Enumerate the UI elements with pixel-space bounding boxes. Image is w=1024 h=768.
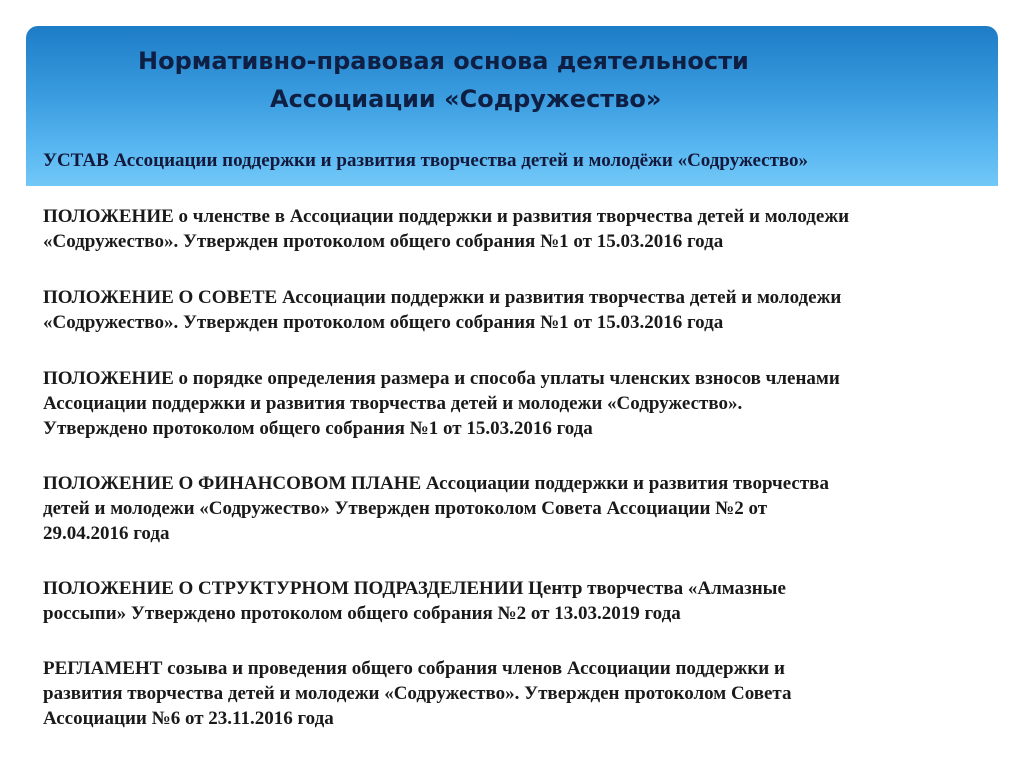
document-line: РЕГЛАМЕНТ созыва и проведения общего собрания членов Ассоциации поддержки и	[43, 658, 785, 679]
title-line-2: Ассоциации «Содружество»	[270, 85, 662, 113]
document-line: россыпи» Утверждено протоколом общего собрания №2 от 13.03.2019 года	[43, 603, 681, 624]
document-ustav	[43, 148, 1003, 173]
title-line-1: Нормативно-правовая основа деятельности	[138, 47, 749, 75]
document-line: ПОЛОЖЕНИЕ О СТРУКТУРНОМ ПОДРАЗДЕЛЕНИИ Центр творчества «Алмазные	[43, 578, 786, 599]
document-line: УСТАВ Ассоциации поддержки и развития творчества детей и молодёжи «Содружество»	[43, 150, 809, 171]
document-structural-unit	[43, 576, 1003, 626]
document-financial-plan	[43, 471, 1003, 546]
document-council	[43, 285, 1003, 335]
document-reglament	[43, 656, 1003, 731]
document-line: Утверждено протоколом общего собрания №1 от 15.03.2016 года	[43, 418, 593, 439]
document-line: ПОЛОЖЕНИЕ О СОВЕТЕ Ассоциации поддержки и развития творчества детей и молодежи	[43, 287, 842, 308]
document-line: детей и молодежи «Содружество» Утвержден протоколом Совета Ассоциации №2 от	[43, 498, 768, 519]
document-line: развития творчества детей и молодежи «Содружество». Утвержден протоколом Совета	[43, 683, 792, 704]
document-line: Ассоциации №6 от 23.11.2016 года	[43, 708, 334, 729]
slide-title	[26, 42, 986, 118]
document-line: «Содружество». Утвержден протоколом общего собрания №1 от 15.03.2016 года	[43, 231, 724, 252]
document-line: ПОЛОЖЕНИЕ о членстве в Ассоциации поддержки и развития творчества детей и молодежи	[43, 206, 850, 227]
document-fees	[43, 366, 1003, 441]
document-membership	[43, 204, 1003, 254]
document-line: Ассоциации поддержки и развития творчества детей и молодежи «Содружество».	[43, 393, 743, 414]
document-line: 29.04.2016 года	[43, 523, 170, 544]
document-line: ПОЛОЖЕНИЕ О ФИНАНСОВОМ ПЛАНЕ Ассоциации поддержки и развития творчества	[43, 473, 829, 494]
document-line: «Содружество». Утвержден протоколом общего собрания №1 от 15.03.2016 года	[43, 312, 724, 333]
document-line: ПОЛОЖЕНИЕ о порядке определения размера и способа уплаты членских взносов членами	[43, 368, 840, 389]
document-list	[43, 148, 1003, 731]
